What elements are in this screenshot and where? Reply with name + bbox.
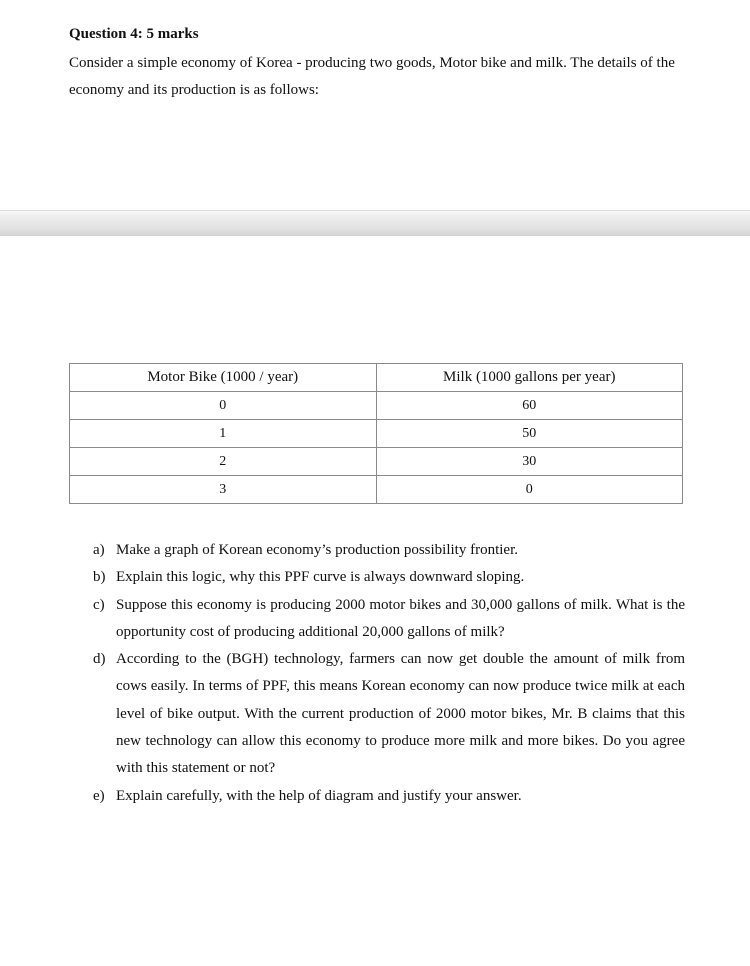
table-row (70, 448, 683, 476)
cell-milk: 60 (376, 392, 683, 420)
question-part-d (69, 646, 685, 782)
question-heading: Question 4: 5 marks (69, 26, 199, 42)
cell-motor-bike: 1 (70, 420, 377, 448)
table-row (70, 392, 683, 420)
question-part-e (69, 783, 685, 810)
cell-motor-bike: 2 (70, 448, 377, 476)
question-part-a (69, 537, 685, 564)
header-motor-bike: Motor Bike (1000 / year) (70, 364, 377, 392)
part-marker: b) (93, 569, 106, 586)
part-marker: c) (93, 596, 105, 613)
question-intro: Consider a simple economy of Korea - producing two goods, Motor bike and milk. The details of the economy and its production is as follows: (69, 55, 675, 98)
part-marker: d) (93, 651, 106, 668)
part-text: Explain this logic, why this PPF curve is always downward sloping. (116, 569, 525, 586)
part-text: Suppose this economy is producing 2000 motor bikes and 30,000 gallons of milk. What is the opportunity cost of producing additional 20,000 gallons of milk? (116, 596, 685, 640)
cell-milk: 50 (376, 420, 683, 448)
cell-milk: 0 (376, 476, 683, 504)
cell-milk: 30 (376, 448, 683, 476)
cell-motor-bike: 0 (70, 392, 377, 420)
production-table (69, 363, 683, 504)
table-row (70, 476, 683, 504)
page-break-divider (0, 210, 750, 236)
part-text: Make a graph of Korean economy’s production possibility frontier. (116, 542, 518, 558)
cell-motor-bike: 3 (70, 476, 377, 504)
table-header-row (70, 364, 683, 392)
question-part-c (69, 592, 685, 647)
header-milk: Milk (1000 gallons per year) (376, 364, 683, 392)
part-marker: e) (93, 787, 105, 804)
table-row (70, 420, 683, 448)
part-text: Explain carefully, with the help of diagram and justify your answer. (116, 787, 522, 804)
part-marker: a) (93, 542, 105, 558)
question-parts-list (69, 537, 685, 810)
question-part-b (69, 564, 685, 591)
part-text: According to the (BGH) technology, farmers can now get double the amount of milk from cows easily. In terms of PPF, this means Korean economy can now produce twice milk at each level of bike output. With the current production of 2000 motor bikes, Mr. B claims that this new technology can allow this economy to produce more milk and more bikes. Do you agree with this statement or not? (116, 651, 685, 777)
